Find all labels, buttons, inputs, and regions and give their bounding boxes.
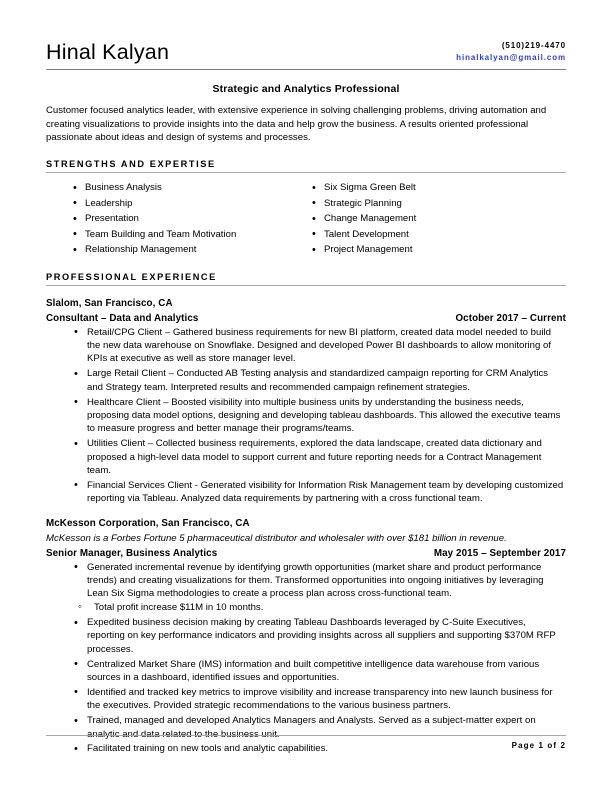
list-item: • Financial Services Client - Generated visibility for Information Risk Management team by developing customized reporting via Tableau. Analyzed data requirements by partnering with a cross functional team.: [74, 479, 566, 506]
list-item: • Relationship Management: [73, 242, 306, 258]
list-item: • Facilitated training on new tools and analytic capabilities.: [74, 742, 566, 755]
section-title-strengths: STRENGTHS AND EXPERTISE: [46, 159, 566, 173]
candidate-name: Hinal Kalyan: [46, 40, 170, 65]
list-item: • Utilities Client – Collected business requirements, explored the data landscape, created data dictionary and proposed a high-level data model to support current and future reporting needs for a Contract Management team.: [74, 437, 566, 477]
job-entry-slalom: [46, 298, 566, 506]
strengths-list-left: [73, 180, 306, 258]
page-footer: [46, 735, 566, 750]
phone-number: (510)219-4470: [501, 41, 566, 50]
contact-block: [456, 40, 566, 65]
list-item: • Strategic Planning: [312, 196, 566, 212]
professional-summary: Customer focused analytics leader, with extensive experience in solving challenging problems, driving automation and creating visualizations to provide insights into the data and help grow the business. A results oriented professional passionate about ideas and design of systems and processes.: [46, 105, 547, 144]
list-item: • Retail/CPG Client – Gathered business requirements for new BI platform, created data model needed to build the new data warehouse on Snowflake. Designed and developed Power BI dashboards to allow monitoring of KPIs at executive as well as store manager level.: [74, 326, 566, 366]
job-title-row: [46, 313, 566, 324]
list-item: • Presentation: [73, 211, 306, 227]
list-item: • Project Management: [312, 242, 566, 258]
job-company: Slalom, San Francisco, CA: [46, 297, 173, 309]
professional-headline: Strategic and Analytics Professional: [212, 83, 400, 96]
list-item: • Change Management: [312, 211, 566, 227]
footer-divider: [46, 735, 566, 736]
resume-header: [46, 40, 566, 70]
job-title: Consultant – Data and Analytics: [46, 312, 199, 324]
list-item: • Healthcare Client – Boosted visibility into multiple business units by understanding the business needs, proposing data model options, designing and developing tableau dashboards. This allowed the executive teams to measure progress and better manage their programs/teams.: [74, 396, 566, 436]
page-number: Page 1 of 2: [511, 741, 566, 750]
strengths-columns: [46, 180, 566, 258]
job-dates: October 2017 – Current: [455, 312, 566, 324]
list-item: • Team Building and Team Motivation: [73, 227, 306, 243]
company-description: McKesson is a Forbes Fortune 5 pharmaceutical distributor and wholesaler with over $181 billion in revenue.: [46, 532, 507, 544]
list-item: • Talent Development: [312, 227, 566, 243]
job-entry-mckesson: [46, 518, 566, 756]
list-item: • Business Analysis: [73, 180, 306, 196]
job-company: McKesson Corporation, San Francisco, CA: [46, 517, 250, 529]
list-item: • Trained, managed and developed Analytics Managers and Analysts. Served as a subject-matter expert on analytic and data related to the business unit.: [74, 714, 566, 741]
list-item: ◦ Total profit increase $11M in 10 months.: [78, 601, 566, 614]
list-item: • Centralized Market Share (IMS) information and built competitive intelligence data warehouse from various sources in a dashboard, identified issues and opportunities.: [74, 658, 566, 685]
job-sub-bullets: [46, 601, 566, 614]
strengths-right-column: [306, 180, 566, 258]
email-address[interactable]: hinalkalyan@gmail.com: [456, 52, 566, 62]
list-item: • Leadership: [73, 196, 306, 212]
section-title-experience: PROFESSIONAL EXPERIENCE: [46, 272, 566, 286]
job-title: Senior Manager, Business Analytics: [46, 547, 218, 559]
job-dates: May 2015 – September 2017: [433, 547, 566, 559]
list-item: • Generated incremental revenue by identifying growth opportunities (market share and product performance trends) and creating visualizations for them. Transformed opportunities into ongoing initiatives by leveraging Lean Six Sigma methodologies to create a process plan across cross-functional team.: [74, 561, 566, 601]
list-item: • Identified and tracked key metrics to improve visibility and increase transparency into new launch business for the executives. Provided strategic recommendations to the various business partners.: [74, 686, 566, 713]
job-bullets: [46, 326, 566, 506]
section-experience: [46, 272, 566, 756]
strengths-list-right: [312, 180, 566, 258]
list-item: • Six Sigma Green Belt: [312, 180, 566, 196]
job-title-row: [46, 548, 566, 559]
list-item: • Expedited business decision making by creating Tableau Dashboards leveraged by C-Suite Executives, reporting on key performance indicators and providing insights across all suppliers and supporting $370M RFP processes.: [74, 616, 566, 656]
section-strengths: [46, 159, 566, 258]
job-bullets: [46, 561, 566, 601]
strengths-left-column: [46, 180, 306, 258]
list-item: • Large Retail Client – Conducted AB Testing analysis and standardized campaign reporting for CRM Analytics and Strategy team. Interpreted results and recommended campaign refinement strategies.: [74, 367, 566, 394]
